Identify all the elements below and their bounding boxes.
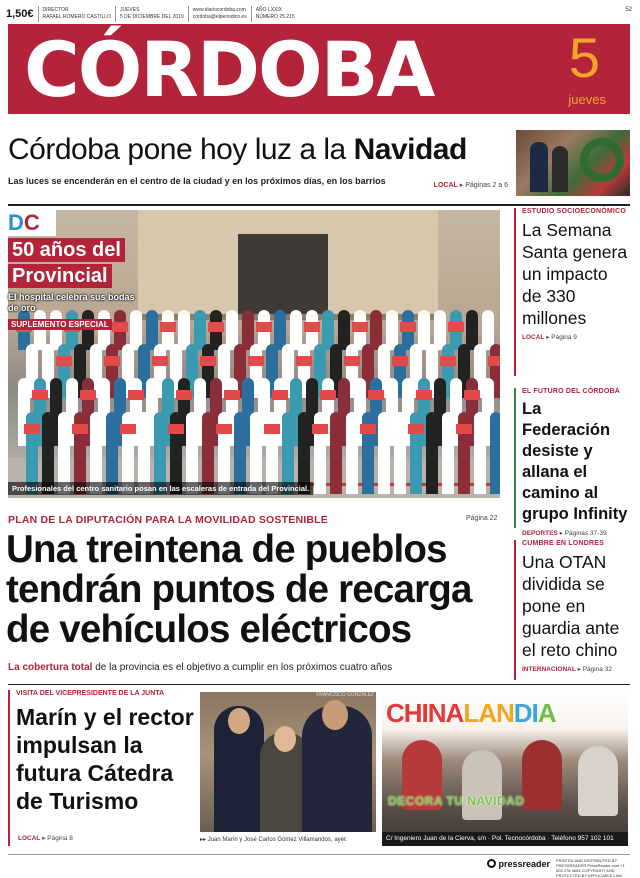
director-label: DIRECTOR — [42, 7, 69, 13]
bottom-ref[interactable]: LOCAL ▸ Página 8 — [18, 835, 73, 842]
sidebar-headline: La Semana Santa genera un impacto de 330 millones — [522, 220, 628, 328]
red-card-shape — [120, 424, 136, 434]
red-card-shape — [320, 390, 336, 400]
red-card-shape — [104, 356, 120, 366]
bottom-photo-caption: ▸▸ Juan Marín y José Carlos Gómez Villamandos, ayer. — [200, 837, 348, 843]
advert-brand-part: LAN — [463, 698, 514, 728]
sidebar-kicker: CUMBRE EN LONDRES — [522, 540, 604, 547]
red-card-shape — [360, 424, 376, 434]
staff-member-shape — [346, 412, 358, 494]
staff-group — [18, 310, 498, 498]
hospital-entrance — [238, 234, 328, 314]
date-info — [115, 6, 188, 22]
christmas-lights-photo — [516, 130, 630, 196]
advert-slogan: DECORA TU NAVIDAD — [388, 794, 525, 808]
wreath-shape — [580, 138, 624, 182]
section-rule — [8, 684, 630, 685]
bottom-kicker: VISITA DEL VICEPRESIDENTE DE LA JUNTA — [16, 690, 165, 697]
footer — [8, 854, 630, 878]
sidebar-pages: Página 9 — [551, 334, 577, 341]
advert-brand — [386, 698, 556, 729]
red-card-shape — [32, 390, 48, 400]
top-story-headline-light: Córdoba pone hoy luz a la — [8, 133, 346, 166]
sidebar-section: LOCAL — [522, 334, 545, 341]
red-card-shape — [304, 322, 320, 332]
red-card-shape — [256, 322, 272, 332]
red-card-shape — [448, 322, 464, 332]
supplement-badge: SUPLEMENTO ESPECIAL — [8, 319, 112, 330]
red-card-shape — [416, 390, 432, 400]
pressreader-logo[interactable] — [487, 859, 550, 869]
person-head — [274, 726, 296, 752]
header-meta — [6, 6, 634, 22]
top-story-headline — [8, 128, 514, 172]
sidebar-ref[interactable]: LOCAL ▸ Página 9 — [522, 334, 577, 341]
red-card-shape — [152, 356, 168, 366]
issue-info — [251, 6, 299, 22]
red-card-shape — [24, 424, 40, 434]
staff-member-shape — [490, 412, 500, 494]
staff-member-shape — [378, 412, 390, 494]
dc-logo-d: D — [8, 210, 24, 235]
photo-credit: FRANCISCO GONZÁLEZ — [316, 692, 374, 698]
red-card-shape — [312, 424, 328, 434]
staff-member-shape — [442, 412, 454, 494]
staff-member-shape — [330, 412, 342, 494]
sidebar-story-otan[interactable] — [514, 540, 630, 680]
price: 1,50€ — [6, 8, 34, 20]
gnome-decoration — [462, 750, 502, 820]
day-number: 5 — [568, 26, 600, 89]
red-card-shape — [216, 424, 232, 434]
red-card-shape — [72, 424, 88, 434]
date-label: 5 DE DICIEMBRE DEL 2019 — [119, 14, 184, 20]
person-shape — [552, 146, 568, 192]
top-story-headline-bold: Navidad — [353, 133, 467, 166]
lead-sub-rest: de la provincia es el objetivo a cumplir en los próximos cuatro años — [95, 662, 393, 673]
red-card-shape — [224, 390, 240, 400]
bottom-headline: Marín y el rector impulsan la futura Cátedra de Turismo — [16, 704, 194, 814]
issue-number: NÚMERO 25.215 — [255, 14, 295, 20]
red-card-shape — [168, 424, 184, 434]
red-card-shape — [200, 356, 216, 366]
sidebar-section: INTERNACIONAL — [522, 666, 576, 673]
red-card-shape — [208, 322, 224, 332]
advert-contact: C/ Ingeniero Juan de la Cierva, s/n · Pol. Tecnocórdoba · Teléfono 957 102 101 — [382, 832, 628, 846]
chinalandia-advert[interactable] — [382, 690, 628, 846]
red-card-shape — [248, 356, 264, 366]
red-card-shape — [352, 322, 368, 332]
email-link[interactable]: cordoba@elperiodico.es — [192, 14, 247, 20]
anniversary-description: El hospital celebra sus bodas de oro — [8, 292, 135, 313]
top-story[interactable] — [8, 128, 514, 198]
sidebar-story-semana-santa[interactable] — [514, 208, 630, 376]
staff-member-shape — [426, 412, 438, 494]
lead-kicker: PLAN DE LA DIPUTACIÓN PARA LA MOVILIDAD SOSTENIBLE — [8, 514, 328, 526]
bottom-pages: Página 8 — [47, 835, 73, 842]
anniversary-line-2: Provincial — [8, 264, 112, 288]
lead-subheadline — [8, 662, 392, 673]
red-card-shape — [296, 356, 312, 366]
sidebar-pages: Páginas 37-39 — [564, 530, 607, 537]
top-story-section: LOCAL — [433, 182, 458, 189]
dc-logo — [8, 210, 56, 236]
red-card-shape — [80, 390, 96, 400]
sidebar-story-cordoba-cf[interactable] — [514, 388, 630, 537]
red-card-shape — [392, 356, 408, 366]
advert-brand-part: DI — [513, 698, 538, 728]
legal-notice: PRINTED AND DISTRIBUTED BY PRESSREADER PressReader.com +1 604 278 4604 COPYRIGHT AND PROTECTED BY APPLICABLE LAW — [556, 858, 625, 878]
marin-rector-photo — [200, 692, 376, 832]
red-card-shape — [440, 356, 456, 366]
sidebar-headline: La Federación desiste y allana el camino al grupo Infinity — [522, 400, 628, 523]
director-info — [38, 6, 115, 22]
pressreader-icon — [487, 859, 496, 868]
bottom-caption-text: Juan Marín y José Carlos Gómez Villamandos, ayer. — [207, 837, 348, 843]
section-rule — [8, 204, 630, 206]
red-card-shape — [400, 322, 416, 332]
masthead — [8, 24, 630, 114]
lead-page-ref[interactable]: Página 22 — [466, 515, 498, 522]
red-card-shape — [160, 322, 176, 332]
newspaper-title: CÓRDOBA — [24, 25, 434, 114]
website-link[interactable]: www.diariocordoba.com — [192, 7, 246, 13]
top-story-pages: Páginas 2 a 6 — [465, 182, 508, 189]
day-name: jueves — [568, 92, 606, 107]
sidebar-headline: Una OTAN dividida se pone en guardia ante el reto chino — [522, 552, 620, 660]
staff-member-shape — [394, 412, 406, 494]
person-shape — [530, 142, 548, 192]
staff-member-shape — [474, 412, 486, 494]
director-name: RAFAEL ROMERO CASTILLO — [42, 14, 111, 20]
edition-mark: 52 — [625, 7, 632, 13]
red-card-shape — [368, 390, 384, 400]
pressreader-label: pressreader — [498, 859, 550, 869]
person-head — [322, 700, 348, 730]
dc-logo-c: C — [23, 210, 40, 235]
sidebar-ref[interactable]: INTERNACIONAL ▸ Página 32 — [522, 666, 612, 673]
contact-info — [188, 6, 251, 22]
red-card-shape — [56, 356, 72, 366]
sidebar-pages: Página 32 — [582, 666, 612, 673]
gnome-decoration — [578, 746, 618, 816]
red-card-shape — [264, 424, 280, 434]
lead-headline[interactable]: Una treintena de pueblos tendrán puntos de recarga de vehículos eléctricos — [6, 528, 472, 651]
weekday-label: JUEVES — [119, 7, 140, 13]
red-card-shape — [128, 390, 144, 400]
sidebar-section: DEPORTES — [522, 530, 558, 537]
anniversary-promo[interactable] — [8, 238, 136, 332]
anniversary-line-1: 50 años del — [8, 238, 125, 262]
red-card-shape — [488, 356, 500, 366]
sidebar-kicker: ESTUDIO SOCIOECONÓMICO — [522, 208, 626, 215]
top-story-ref[interactable]: LOCAL ▸ Páginas 2 a 6 — [433, 182, 508, 189]
gnome-decoration — [522, 740, 562, 810]
red-card-shape — [176, 390, 192, 400]
top-story-subheadline: Las luces se encenderán en el centro de la ciudad y en los próximos días, en los barrios — [8, 176, 386, 186]
advert-brand-part: CHINA — [386, 698, 464, 728]
red-card-shape — [344, 356, 360, 366]
year-label: AÑO LXXIX — [255, 7, 283, 13]
person-head — [228, 708, 250, 734]
bottom-section: LOCAL — [18, 835, 41, 842]
red-card-shape — [408, 424, 424, 434]
red-card-shape — [456, 424, 472, 434]
red-card-shape — [464, 390, 480, 400]
sidebar-kicker: EL FUTURO DEL CÓRDOBA — [522, 388, 621, 395]
red-card-shape — [272, 390, 288, 400]
bottom-story[interactable] — [8, 690, 196, 846]
lead-sub-highlight: La cobertura total — [8, 662, 93, 673]
advert-brand-part: A — [537, 698, 556, 728]
photo-caption: Profesionales del centro sanitario posan en las escaleras de entrada del Provincial. — [8, 482, 313, 495]
sidebar-ref[interactable]: DEPORTES ▸ Páginas 37-39 — [522, 530, 607, 537]
